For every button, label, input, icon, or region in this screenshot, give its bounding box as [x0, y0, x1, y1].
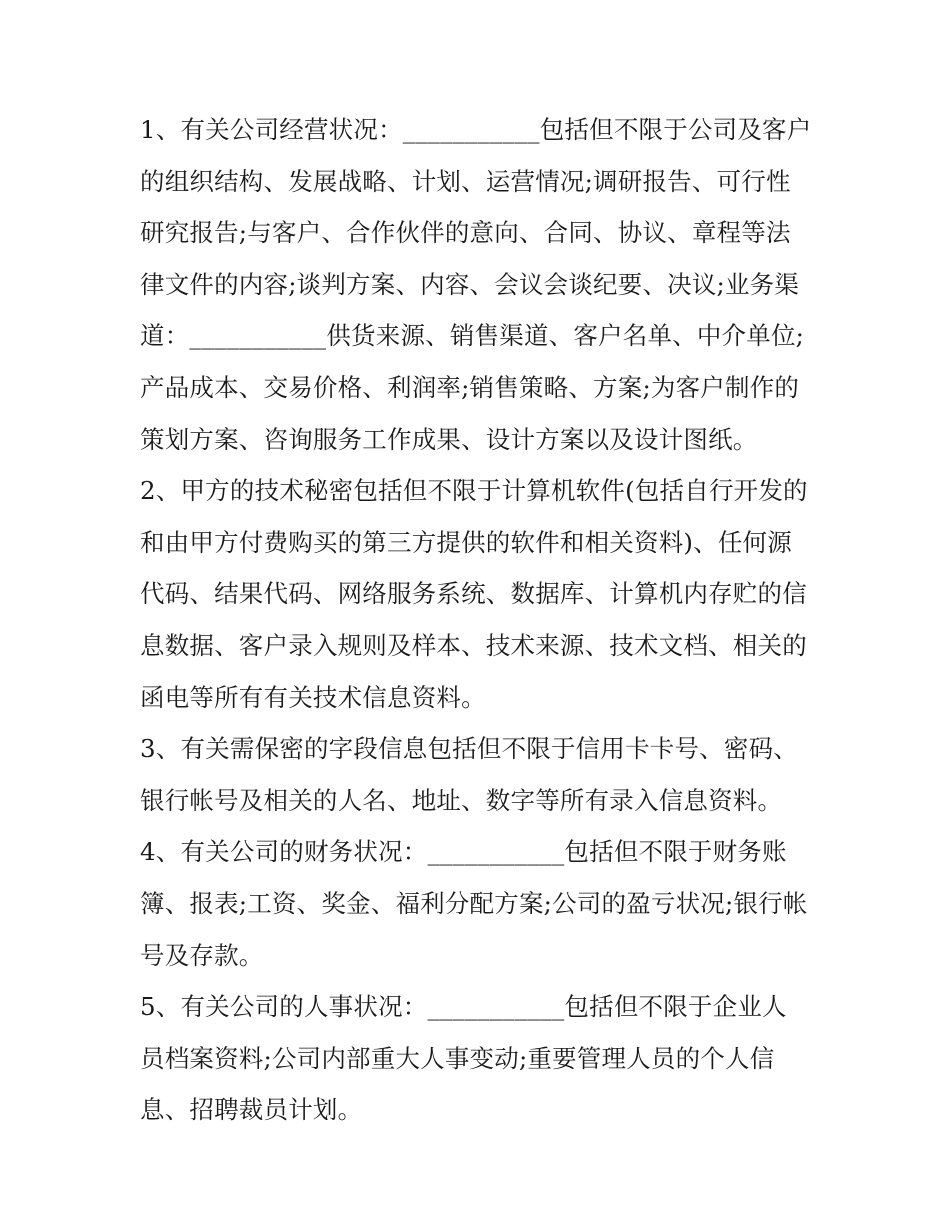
text-line: 息、招聘裁员计划。 [140, 1095, 363, 1125]
text-line: 2、甲方的技术秘密包括但不限于计算机软件(包括自行开发的 [140, 476, 808, 506]
text-line: 簿、报表;工资、奖金、福利分配方案;公司的盈亏状况;银行帐 [140, 888, 808, 918]
text-line: 5、有关公司的人事状况：___________包括但不限于企业人 [140, 992, 787, 1022]
text-line: 律文件的内容;谈判方案、内容、会议会谈纪要、决议;业务渠 [140, 269, 800, 299]
text-line: 号及存款。 [140, 940, 264, 970]
document-body [140, 104, 812, 1136]
text-line: 员档案资料;公司内部重大人事变动;重要管理人员的个人信 [140, 1043, 775, 1073]
text-line: 4、有关公司的财务状况：___________包括但不限于财务账 [140, 837, 787, 867]
text-line: 研究报告;与客户、合作伙伴的意向、合同、协议、章程等法 [140, 218, 791, 248]
text-line: 代码、结果代码、网络服务系统、数据库、计算机内存贮的信 [140, 579, 807, 609]
text-line: 策划方案、咨询服务工作成果、设计方案以及设计图纸。 [140, 424, 758, 454]
text-line: 和由甲方付费购买的第三方提供的软件和相关资料)、任何源 [140, 527, 792, 557]
text-line: 银行帐号及相关的人名、地址、数字等所有录入信息资料。 [140, 785, 783, 815]
text-line: 的组织结构、发展战略、计划、运营情况;调研报告、可行性 [140, 166, 791, 196]
text-line: 3、有关需保密的字段信息包括但不限于信用卡卡号、密码、 [140, 734, 798, 764]
text-line: 函电等所有有关技术信息资料。 [140, 682, 486, 712]
text-line: 道：___________供货来源、销售渠道、客户名单、中介单位; [140, 321, 805, 351]
text-line: 1、有关公司经营状况：___________包括但不限于公司及客户 [140, 115, 812, 144]
text-line: 产品成本、交易价格、利润率;销售策略、方案;为客户制作的 [140, 372, 800, 402]
text-line: 息数据、客户录入规则及样本、技术来源、技术文档、相关的 [140, 630, 807, 660]
